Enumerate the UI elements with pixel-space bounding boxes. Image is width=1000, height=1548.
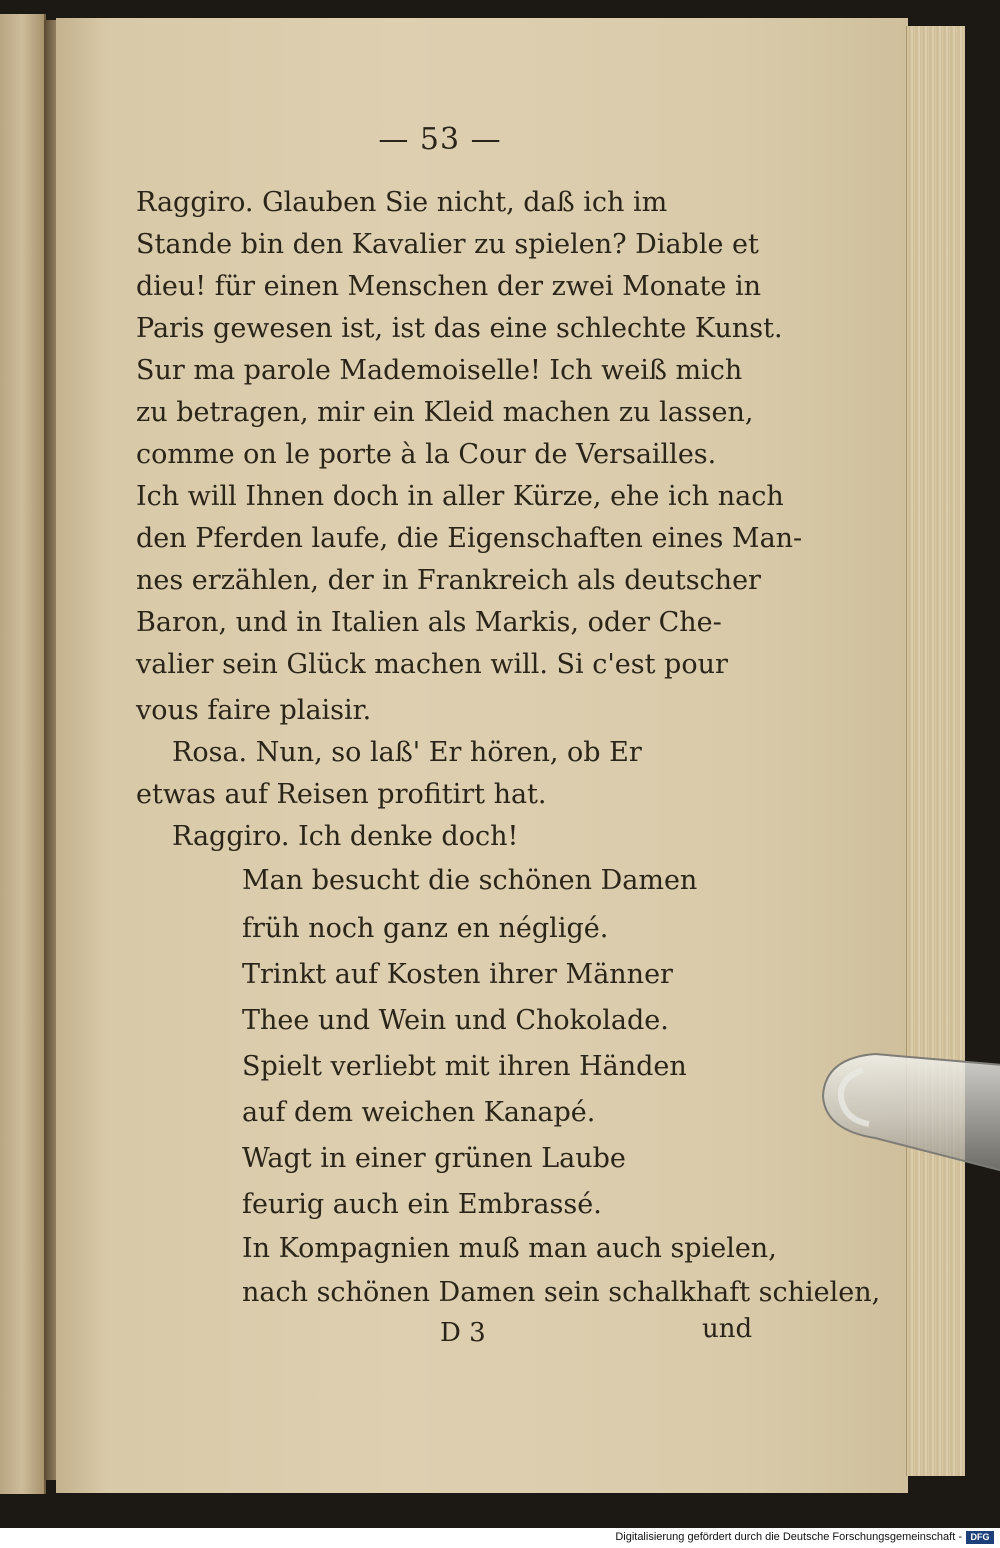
page-number: — 53 — bbox=[378, 122, 502, 157]
verse-line: Spielt verliebt mit ihren Händen bbox=[242, 1051, 687, 1082]
text-line: Stande bin den Kavalier zu spielen? Diable et bbox=[136, 229, 759, 260]
verse-line: auf dem weichen Kanapé. bbox=[242, 1097, 596, 1128]
text-line: nes erzählen, der in Frankreich als deutscher bbox=[136, 565, 761, 596]
verse-line: In Kompagnien muß man auch spielen, bbox=[242, 1233, 777, 1264]
text-line: Ich will Ihnen doch in aller Kürze, ehe ich nach bbox=[136, 481, 784, 512]
verse-line: feurig auch ein Embrassé. bbox=[242, 1189, 602, 1220]
text-line: Sur ma parole Mademoiselle! Ich weiß mich bbox=[136, 355, 743, 386]
printer-signature: D 3 bbox=[440, 1318, 486, 1348]
verse-line: Trinkt auf Kosten ihrer Männer bbox=[242, 959, 673, 990]
text-line: dieu! für einen Menschen der zwei Monate in bbox=[136, 271, 761, 302]
verse-line: Wagt in einer grünen Laube bbox=[242, 1143, 626, 1174]
text-line: zu betragen, mir ein Kleid machen zu lassen, bbox=[136, 397, 754, 428]
text-line: Rosa. Nun, so laß' Er hören, ob Er bbox=[172, 737, 642, 768]
text-line: Raggiro. Glauben Sie nicht, daß ich im bbox=[136, 187, 668, 218]
funding-credit: Digitalisierung gefördert durch die Deutsche Forschungsgemeinschaft - bbox=[615, 1531, 962, 1543]
verse-line: früh noch ganz en négligé. bbox=[242, 913, 609, 944]
text-line: comme on le porte à la Cour de Versailles. bbox=[136, 439, 717, 470]
text-line: Paris gewesen ist, ist das eine schlechte Kunst. bbox=[136, 313, 783, 344]
text-line: den Pferden laufe, die Eigenschaften eines Man- bbox=[136, 523, 803, 554]
verse-line: Thee und Wein und Chokolade. bbox=[242, 1005, 669, 1036]
verse-line: nach schönen Damen sein schalkhaft schielen, bbox=[242, 1277, 881, 1308]
text-line: valier sein Glück machen will. Si c'est pour bbox=[136, 649, 728, 680]
text-line: Raggiro. Ich denke doch! bbox=[172, 821, 519, 852]
verse-line: Man besucht die schönen Damen bbox=[242, 865, 698, 896]
catchword: und bbox=[702, 1314, 753, 1344]
dfg-logo: DFG bbox=[966, 1531, 994, 1544]
page-holder-clip bbox=[815, 1046, 1000, 1176]
text-line: etwas auf Reisen profitirt hat. bbox=[136, 779, 547, 810]
text-line: vous faire plaisir. bbox=[136, 695, 372, 726]
text-line: Baron, und in Italien als Markis, oder Che- bbox=[136, 607, 722, 638]
